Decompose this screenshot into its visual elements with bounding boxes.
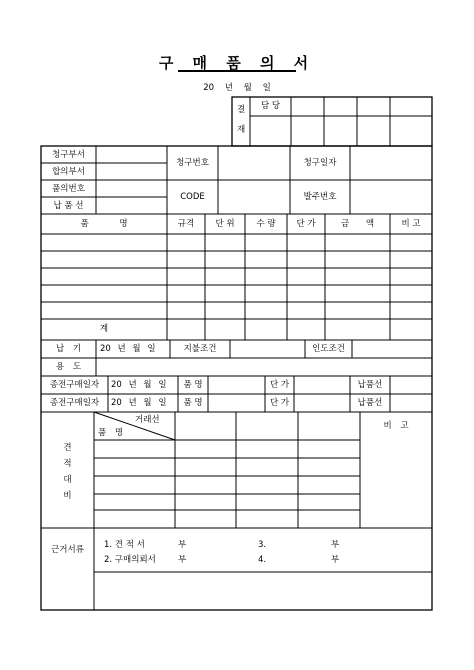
diag-top-label: 거래선 <box>135 415 160 425</box>
prev-item-label: 품 명 <box>183 380 203 390</box>
col-header-unit: 단 위 <box>215 219 235 229</box>
approval-cell-label: 담 당 <box>260 101 281 111</box>
comparison-side-label: 견 <box>63 443 72 453</box>
document-title: 구 매 품 의 서 <box>158 54 316 72</box>
comparison-side-label: 비 <box>63 491 72 501</box>
comparison-side-label: 적 <box>63 459 72 469</box>
documents-label: 근거서류 <box>51 545 84 555</box>
document-unit: 부 <box>331 540 340 550</box>
main-form-border <box>41 146 432 610</box>
document-item: 4. <box>258 555 267 565</box>
header-left-label: 납 품 선 <box>53 201 84 211</box>
col-header-amount: 금 액 <box>340 219 375 229</box>
header-mid-label: CODE <box>180 192 205 202</box>
prev-date: 20 년 월 일 <box>111 380 167 390</box>
prev-date-label: 종전구매일자 <box>49 380 100 390</box>
header-left-label: 품의번호 <box>52 184 85 194</box>
prev-date-label: 종전구매일자 <box>49 398 100 408</box>
date-line: 20 년 월 일 <box>203 83 271 93</box>
header-right-label: 발주번호 <box>303 192 337 202</box>
approval-label-top: 결 <box>237 105 246 115</box>
col-header-price: 단 가 <box>296 219 316 229</box>
col-header-spec: 규격 <box>177 219 195 229</box>
document-unit: 부 <box>178 540 187 550</box>
comparison-side-label: 대 <box>63 475 72 485</box>
prev-item-label: 품 명 <box>183 398 203 408</box>
total-label: 계 <box>99 324 109 334</box>
usage-label: 용 도 <box>55 362 82 372</box>
header-left-label: 합의부서 <box>52 167 85 177</box>
comparison-remark-label: 비 고 <box>383 421 409 431</box>
header-left-label: 청구부서 <box>52 150 85 160</box>
prev-price-label: 단 가 <box>269 398 290 408</box>
delivery-label: 납 기 <box>55 344 82 354</box>
document-item: 3. <box>258 540 267 550</box>
approval-label-bottom: 재 <box>237 125 246 135</box>
diag-bottom-label: 품 명 <box>98 428 124 438</box>
prev-supplier-label: 납품선 <box>357 380 383 390</box>
document-unit: 부 <box>178 555 187 565</box>
delivery-date: 20 년 월 일 <box>100 344 156 354</box>
document-unit: 부 <box>331 555 340 565</box>
col-header-qty: 수 량 <box>256 219 276 229</box>
payment-terms-label: 지불조건 <box>183 344 217 354</box>
header-mid-label: 청구번호 <box>176 158 209 168</box>
header-right-label: 청구일자 <box>303 158 337 168</box>
prev-price-label: 단 가 <box>269 380 290 390</box>
col-header-item: 품 명 <box>80 219 128 229</box>
document-item: 2. 구매의뢰서 <box>104 555 156 565</box>
handover-terms-label: 인도조건 <box>312 344 345 354</box>
prev-supplier-label: 납품선 <box>357 398 383 408</box>
prev-date: 20 년 월 일 <box>111 398 167 408</box>
col-header-remark: 비 고 <box>401 219 421 229</box>
document-item: 1. 견 적 서 <box>104 540 145 550</box>
